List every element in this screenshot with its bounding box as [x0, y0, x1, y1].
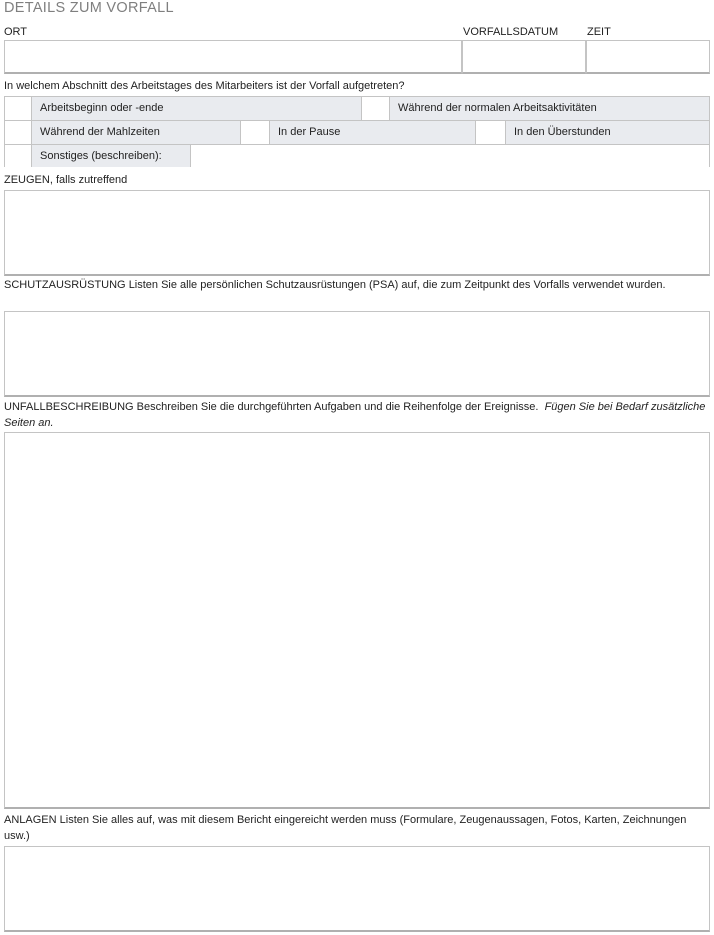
checkbox-overtime[interactable] [475, 121, 506, 144]
attachments-label: ANLAGEN [4, 814, 57, 826]
ppe-text: Listen Sie alle persönlichen Schutzausrüstungen (PSA) auf, die zum Zeitpunkt des Vorfalls verwendet wurden. [128, 279, 666, 291]
workday-question: In welchem Abschnitt des Arbeitstages des Mitarbeiters ist der Vorfall aufgetreten? [4, 80, 405, 92]
checkbox-meals[interactable] [5, 121, 32, 144]
time-field[interactable] [586, 40, 710, 74]
ppe-field[interactable] [4, 311, 710, 397]
option-overtime: In den Überstunden [506, 121, 709, 144]
other-description-field[interactable] [190, 145, 709, 167]
checkbox-start-end[interactable] [5, 97, 32, 120]
description-note: Fügen Sie bei Bedarf zusätzliche Seiten an. [4, 401, 706, 429]
date-field[interactable] [462, 40, 586, 74]
page-title: DETAILS ZUM VORFALL [4, 0, 174, 16]
description-text: Beschreiben Sie die durchgeführten Aufgaben und die Reihenfolge der Ereignisse. [136, 401, 539, 413]
time-label: ZEIT [587, 26, 611, 38]
date-label: VORFALLSDATUM [463, 26, 559, 38]
option-other: Sonstiges (beschreiben): [32, 145, 190, 167]
option-normal: Während der normalen Arbeitsaktivitäten [390, 97, 709, 120]
option-start-end: Arbeitsbeginn oder -ende [32, 97, 361, 120]
attachments-field[interactable] [4, 846, 710, 932]
ppe-instructions [4, 277, 708, 293]
description-instructions [4, 399, 708, 431]
ppe-label: SCHUTZAUSRÜSTUNG [4, 279, 126, 291]
description-field[interactable] [4, 432, 710, 809]
checkbox-other[interactable] [5, 145, 32, 167]
witnesses-field[interactable] [4, 190, 710, 276]
workday-options-grid [4, 96, 710, 167]
attachments-instructions [4, 812, 708, 844]
options-row-2 [5, 121, 709, 145]
options-row-1 [5, 97, 709, 121]
witnesses-label: ZEUGEN, falls zutreffend [4, 174, 128, 186]
location-field[interactable] [4, 40, 462, 74]
options-row-3 [5, 145, 709, 167]
checkbox-normal[interactable] [361, 97, 390, 120]
attachments-text: Listen Sie alles auf, was mit diesem Bericht eingereicht werden muss (Formulare, Zeugenaussagen, Fotos, Karten, Zeichnungen usw.) [4, 814, 687, 842]
location-label: ORT [4, 26, 28, 38]
description-label: UNFALLBESCHREIBUNG [4, 401, 134, 413]
checkbox-break[interactable] [240, 121, 270, 144]
option-meals: Während der Mahlzeiten [32, 121, 240, 144]
option-break: In der Pause [270, 121, 475, 144]
